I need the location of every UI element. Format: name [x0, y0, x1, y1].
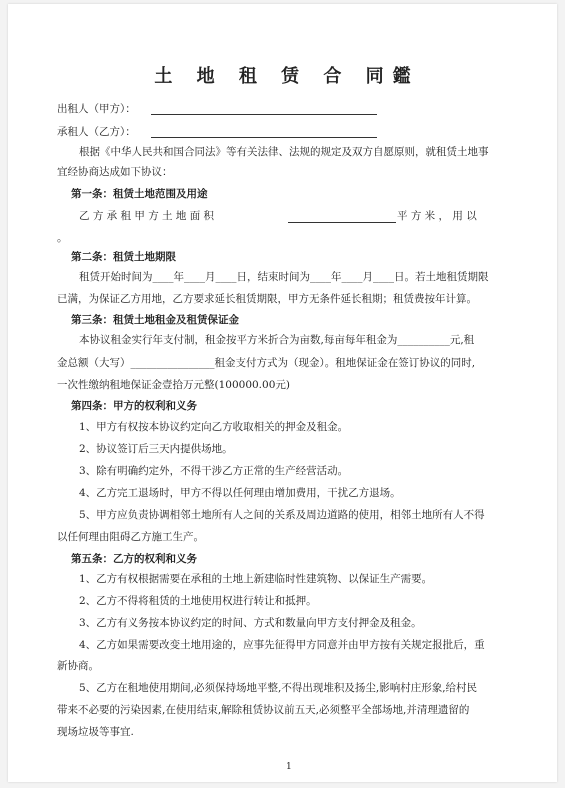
section-2-heading: 第二条：租赁土地期限 [71, 251, 176, 263]
section-4-item-5-cont: 以任何理由阻碍乙方施工生产。 [57, 531, 204, 543]
section-1-text-a: 乙 方 承 租 甲 方 土 地 面 积 [79, 210, 215, 222]
section-4-heading: 第四条：甲方的权利和义务 [71, 400, 197, 412]
section-1-text-c: 。 [57, 232, 68, 244]
section-5-item-4-cont: 新协商。 [57, 660, 99, 672]
section-4-item-2: 2、协议签订后三天内提供场地。 [79, 443, 233, 455]
section-5-item-5-line-2: 带来不必要的污染因素,在使用结束,解除租赁协议前五天,必须整平全部场地,并清理遗留的 [57, 704, 470, 716]
lessee-blank-line [151, 137, 377, 138]
lessee-label: 承租人（乙方）： [57, 126, 136, 138]
section-3-line-3: 一次性缴纳租地保证金壹拾万元整(100000.00元) [57, 379, 290, 391]
section-4-item-5: 5、甲方应负责协调相邻土地所有人之间的关系及周边道路的使用，相邻土地所有人不得 [79, 509, 485, 521]
section-4-item-3: 3、除有明确约定外，不得干涉乙方正常的生产经营活动。 [79, 465, 349, 477]
section-2-line-2: 已满，为保证乙方用地，乙方要求延长租赁期限，甲方无条件延长租期；租赁费按年计算。 [57, 293, 477, 305]
section-5-item-3: 3、乙方有义务按本协议约定的时间、方式和数量向甲方支付押金及租金。 [79, 617, 422, 629]
lessor-blank-line [151, 114, 377, 115]
section-4-item-4: 4、乙方完工退场时，甲方不得以任何理由增加费用，干扰乙方退场。 [79, 487, 401, 499]
document-page [8, 4, 557, 782]
section-1-text-b: 平 方 米 ， 用 以 [397, 210, 477, 222]
section-5-item-5-line-1: 5、乙方在租地使用期间,必须保持场地平整,不得出现堆积及扬尘,影响村庄形象,给村民 [79, 682, 478, 694]
section-5-heading: 第五条：乙方的权利和义务 [71, 553, 197, 565]
section-4-item-1: 1、甲方有权按本协议约定向乙方收取相关的押金及租金。 [79, 421, 349, 433]
section-3-line-2: 金总额（大写）________________租金支付方式为（现金）。租地保证金在签订协议的同时, [57, 357, 476, 369]
contract-title [8, 62, 557, 88]
section-5-item-2: 2、乙方不得将租赁的土地使用权进行转让和抵押。 [79, 595, 317, 607]
section-2-line-1: 租赁开始时间为____年____月____日，结束时间为____年____月____日。若土地租赁期限 [79, 271, 489, 283]
section-5-item-4: 4、乙方如果需要改变土地用途的，应事先征得甲方同意并由甲方按有关规定报批后，重 [79, 639, 485, 651]
page-number: 1 [286, 762, 292, 772]
section-3-line-1: 本协议租金实行年支付制，租金按平方米折合为亩数,每亩每年租金为__________元,租 [79, 334, 475, 346]
title-text: 土 地 租 赁 合 同 [154, 66, 393, 87]
intro-line-2: 宜经协商达成如下协议： [57, 166, 173, 178]
section-1-heading: 第一条：租赁土地范围及用途 [71, 188, 208, 200]
section-3-heading: 第三条：租赁土地租金及租赁保证金 [71, 314, 239, 326]
section-5-item-1: 1、乙方有权根据需要在承租的土地上新建临时性建筑物、以保证生产需要。 [79, 573, 433, 585]
area-blank-line [288, 222, 396, 223]
intro-line-1: 根据《中华人民共和国合同法》等有关法律、法规的规定及双方自愿原则，就租赁土地事 [79, 146, 489, 158]
lessor-label: 出租人（甲方）： [57, 103, 136, 115]
section-5-item-5-line-3: 现场垃圾等事宜. [57, 726, 134, 738]
title-suffix: 鑑 [392, 66, 411, 87]
